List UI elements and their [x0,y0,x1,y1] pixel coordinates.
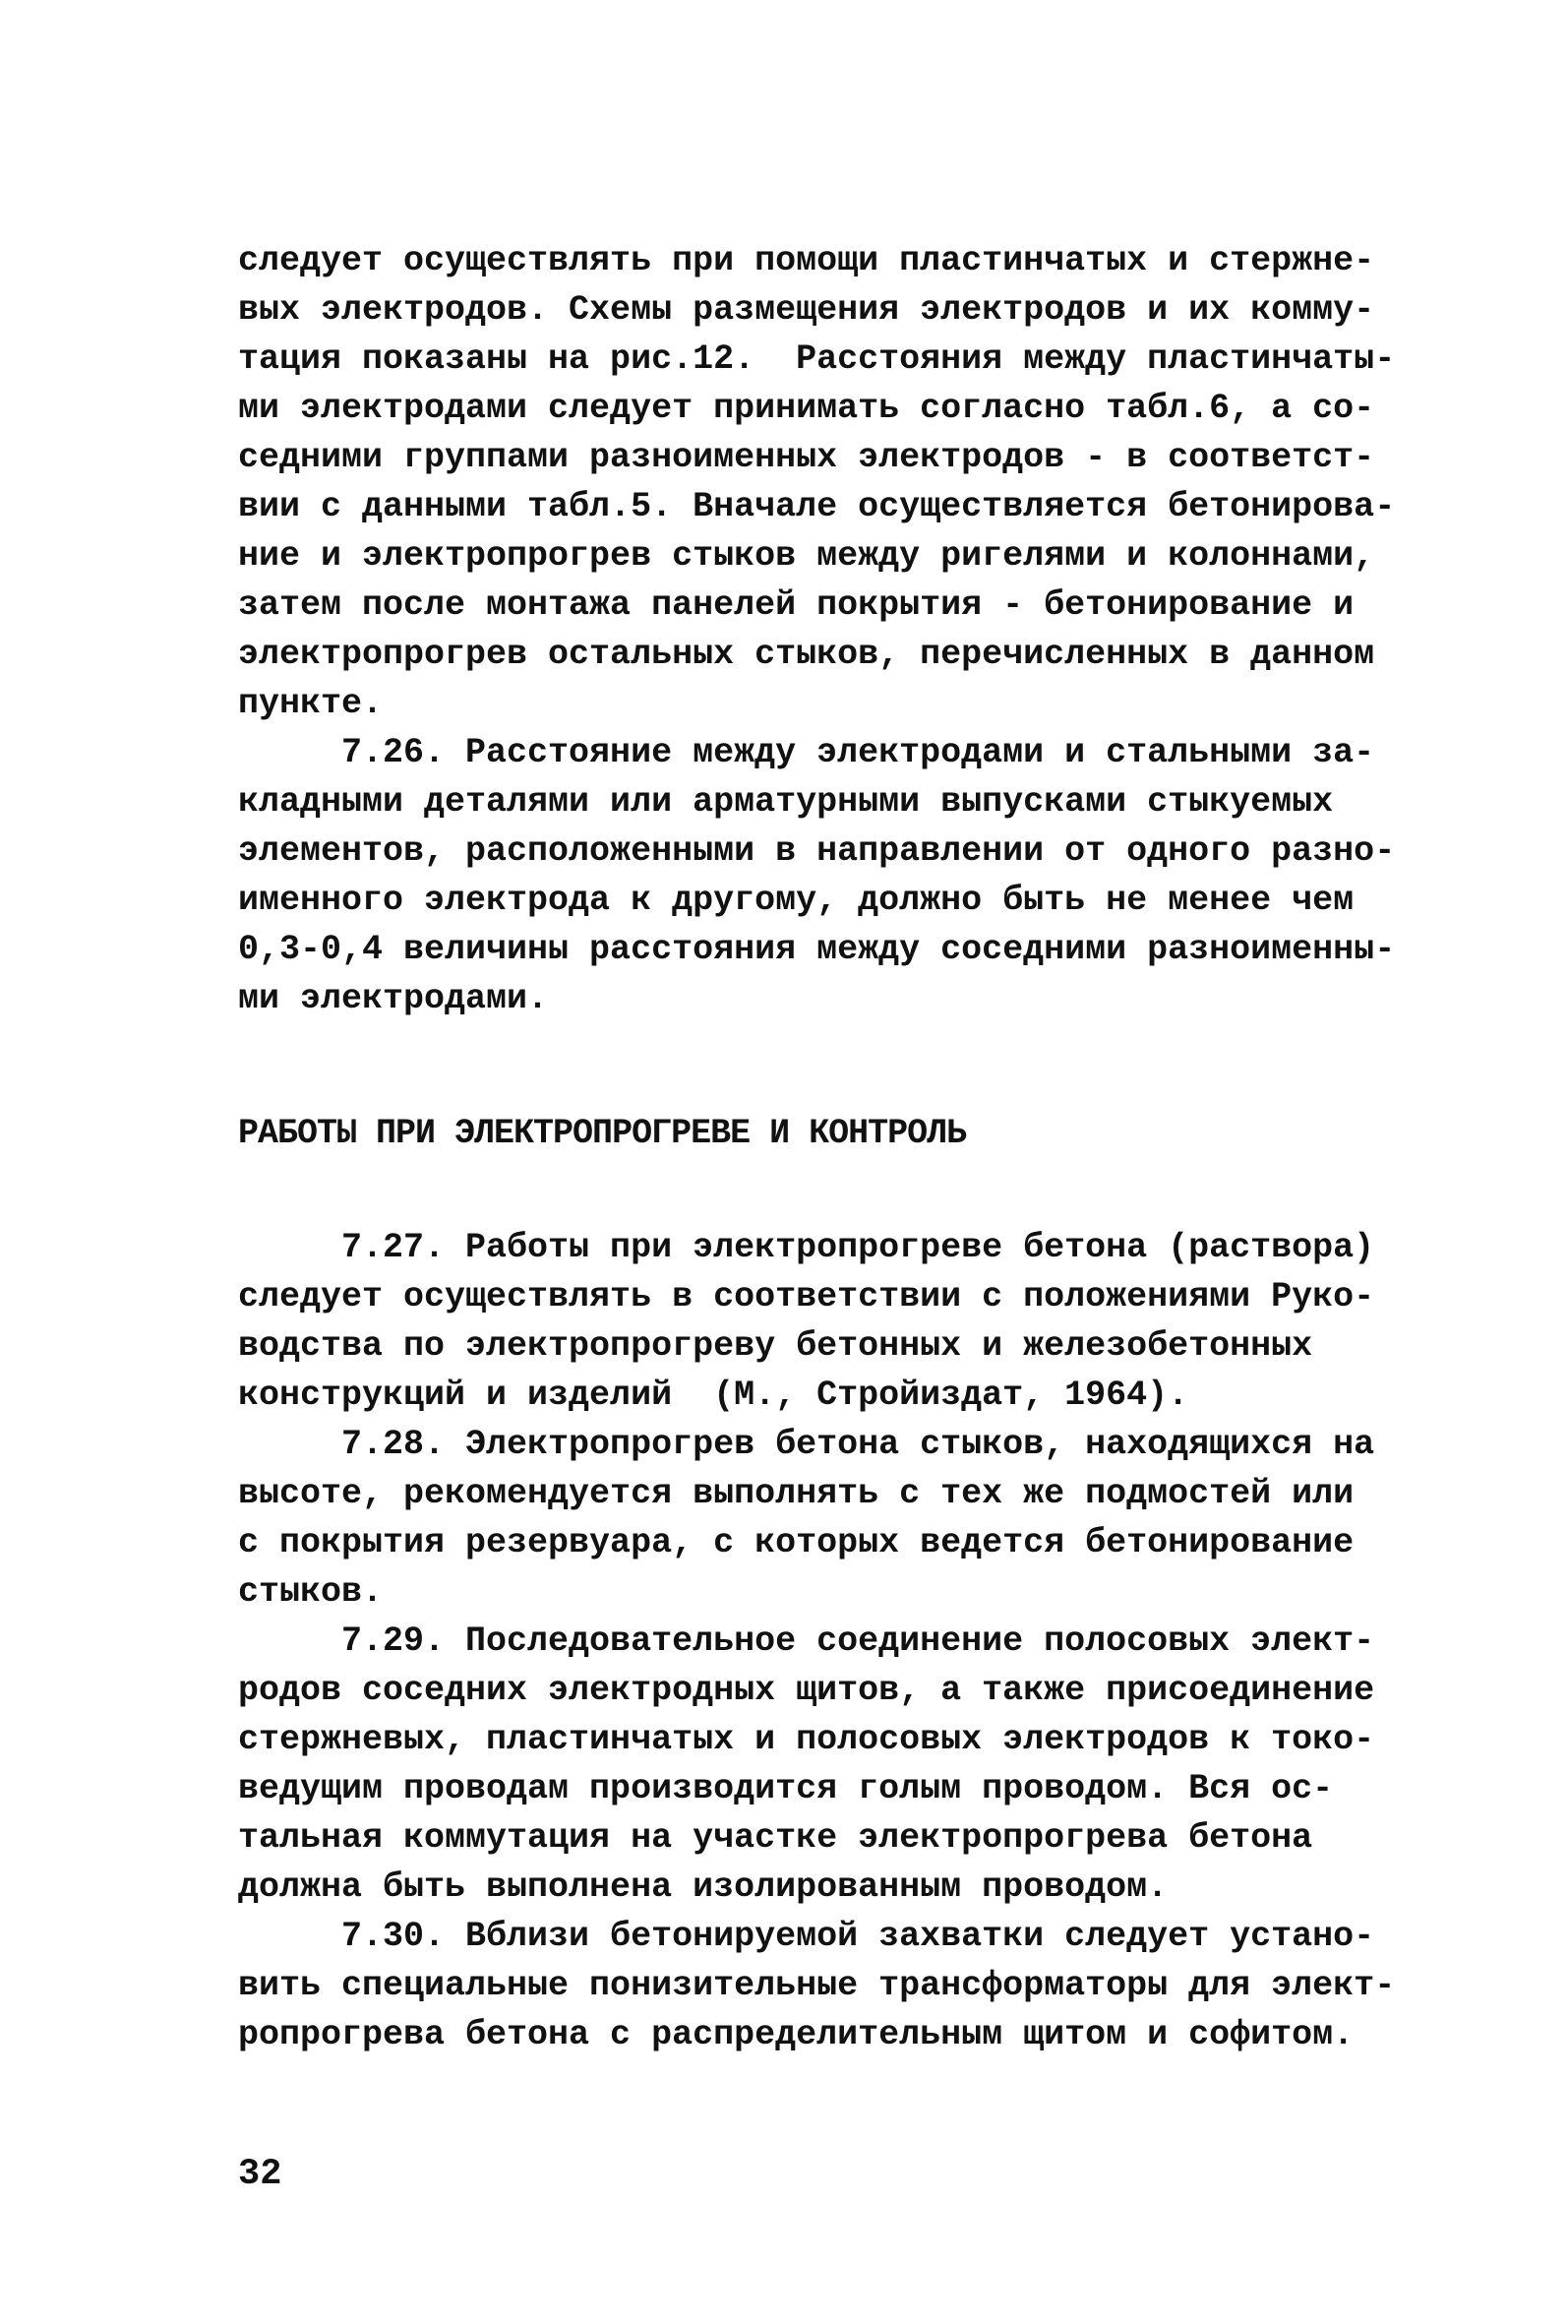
text-line: 7.26. Расстояние между электродами и стальными за- [238,733,1375,772]
text-line: именного электрода к другому, должно быть не менее чем [238,881,1355,920]
text-line: вить специальные понизительные трансформаторы для элект- [238,1966,1396,2005]
text-line: следует осуществлять при помощи пластинчатых и стержне- [238,241,1375,280]
text-line: ми электродами следует принимать согласно табл.6, а со- [238,389,1375,428]
paragraph-block-7-25-7-26 [238,236,1396,1023]
text-line: тация показаны на рис.12. Расстояния между пластинчаты- [238,339,1396,379]
text-line: седними группами разноименных электродов - в соответст- [238,438,1375,477]
text-line: стыков. [238,1572,384,1612]
text-line: 0,3-0,4 величины расстояния между соседними разноименны- [238,930,1396,969]
text-line: ми электродами. [238,979,549,1018]
text-line: водства по электропрогреву бетонных и железобетонных [238,1326,1313,1366]
text-line: 7.27. Работы при электропрогреве бетона (раствора) [238,1228,1375,1267]
text-line: ние и электропрогрев стыков между ригелями и колоннами, [238,536,1375,576]
text-line: электропрогрев остальных стыков, перечисленных в данном [238,635,1375,674]
text-line: родов соседних электродных щитов, а также присоединение [238,1671,1375,1710]
text-line: ропрогрева бетона с распределительным щитом и софитом. [238,2015,1355,2054]
text-line: пункте. [238,684,384,723]
text-line: конструкций и изделий (М., Стройиздат, 1964). [238,1376,1189,1415]
text-line: тальная коммутация на участке электропрогрева бетона [238,1818,1313,1858]
text-line: затем после монтажа панелей покрытия - бетонирование и [238,585,1355,625]
text-line: высоте, рекомендуется выполнять с тех же подмостей или [238,1474,1355,1513]
text-line: следует осуществлять в соответствии с положениями Руко- [238,1277,1375,1316]
text-line: с покрытия резервуара, с которых ведется бетонирование [238,1523,1355,1562]
text-line: кладными деталями или арматурными выпусками стыкуемых [238,782,1334,822]
text-line: 7.29. Последовательное соединение полосовых элект- [238,1621,1375,1661]
text-line: стержневых, пластинчатых и полосовых электродов к токо- [238,1720,1375,1759]
text-line: должна быть выполнена изолированным проводом. [238,1867,1169,1907]
text-line: 7.30. Вблизи бетонируемой захватки следует устано- [238,1917,1375,1956]
text-line: элементов, расположенными в направлении от одного разно- [238,831,1396,871]
text-line: вии с данными табл.5. Вначале осуществляется бетонирова- [238,487,1396,526]
text-line: ведущим проводам производится голым проводом. Вся ос- [238,1769,1334,1808]
text-line: вых электродов. Схемы размещения электродов и их комму- [238,290,1375,330]
section-heading: РАБОТЫ ПРИ ЭЛЕКТРОПРОГРЕВЕ И КОНТРОЛЬ [238,1114,967,1153]
page-number: 32 [238,2154,282,2195]
text-line: 7.28. Электропрогрев бетона стыков, находящихся на [238,1425,1375,1464]
paragraph-block-7-27-7-30 [238,1223,1396,2059]
